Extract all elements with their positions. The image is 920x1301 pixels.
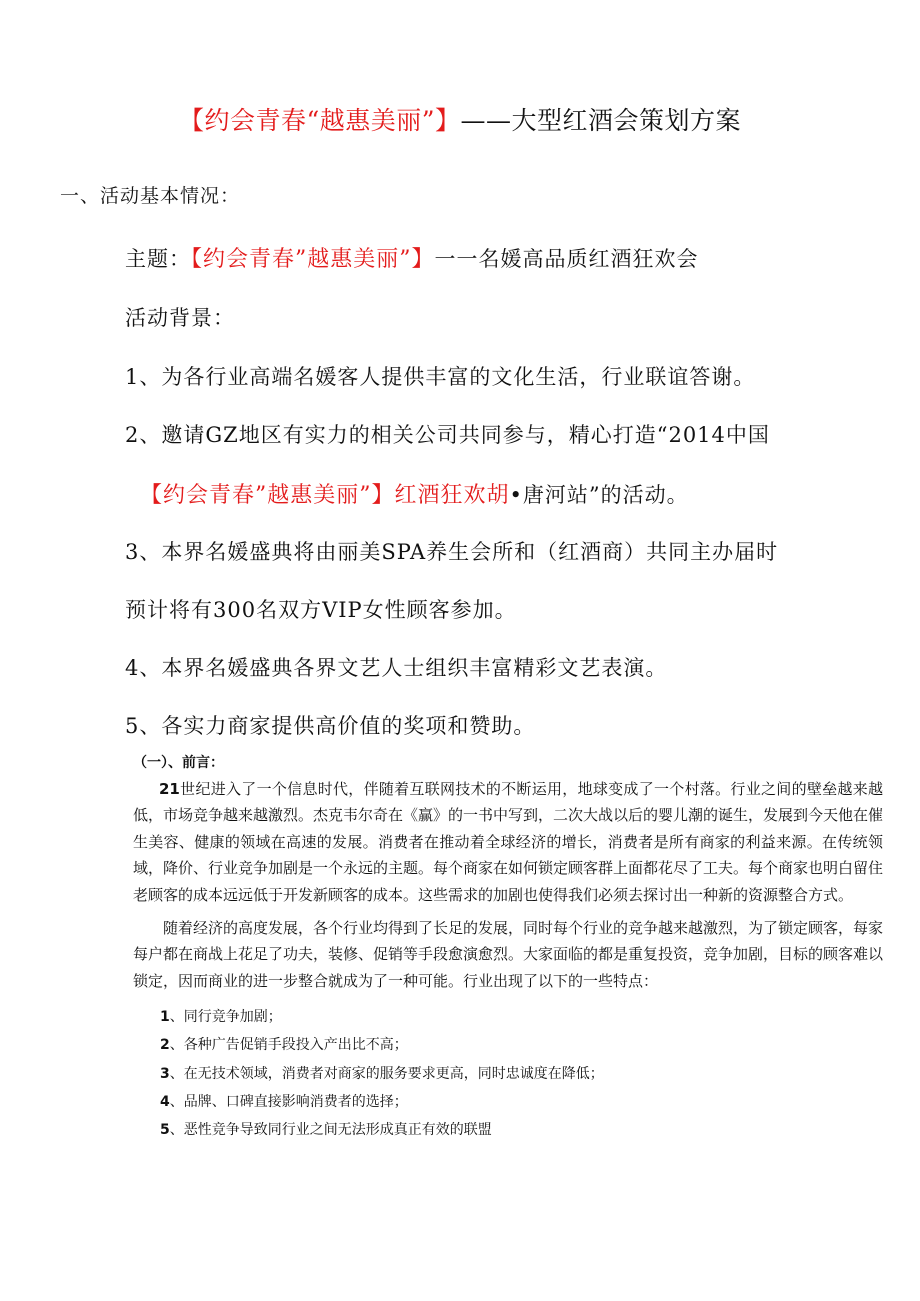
preface-heading: （一）、前言： <box>133 755 224 771</box>
background-item-2-continued <box>140 478 689 509</box>
title-red-part: 【约会青春“越惠美丽”】 <box>178 106 461 135</box>
list-item <box>160 1003 604 1031</box>
background-label: 活动背景： <box>125 306 235 330</box>
list-item <box>160 1088 604 1116</box>
list-item-number: 1 <box>160 1009 170 1025</box>
list-item <box>160 1116 604 1144</box>
theme-red-part: 【约会青春”越惠美丽”】 <box>191 247 435 272</box>
theme-label: 主题： <box>125 247 191 271</box>
list-item-number: 3 <box>160 1065 170 1082</box>
list-item <box>160 1060 604 1088</box>
paragraph-1-text: 世纪进入了一个信息时代，伴随着互联网技术的不断运用，地球变成了一个村落。行业之间的壁垒越来越低，市场竞争越来越激烈。杰克韦尔奇在《赢》的一书中写到，二次大战以后的婴儿潮的诞生，发展到今天他在催生美容、健康的领域在高速的发展。消费者在推动着全球经济的增长，消费者是所有商家的利益来源。在传统领域，降价、行业竞争加剧是一个永远的主题。每个商家在如何锁定顾客群上面都花尽了工夫。每个商家也明白留住老顾客的成本远远低于开发新顾客的成本。这些需求的加剧也使得我们必须去探讨出一种新的资源整合方式。 <box>133 780 884 904</box>
list-item-text: 、同行竞争加剧； <box>169 1009 282 1025</box>
list-item <box>160 1031 604 1059</box>
item2-red-part: 【约会青春”越惠美丽”】红酒狂欢胡 <box>140 483 510 508</box>
background-item-5: 5、各实力商家提供高价值的奖项和赞助。 <box>125 714 536 738</box>
section-heading: 一、活动基本情况： <box>60 185 241 207</box>
list-item-text: 、恶性竞争导致同行业之间无法形成真正有效的联盟 <box>169 1122 492 1139</box>
paragraph-lead-number: 21 <box>159 780 180 798</box>
background-item-2: 2、邀请GZ地区有实力的相关公司共同参与，精心打造“2014中国 <box>125 423 770 447</box>
list-item-text: 、在无技术领域，消费者对商家的服务要求更高，同时忠诚度在降低； <box>169 1065 604 1082</box>
preface-paragraph-1 <box>133 776 883 908</box>
background-item-3: 3、本界名媛盛典将由丽美SPA养生会所和（红酒商）共同主办届时 <box>125 540 779 564</box>
features-list <box>160 1003 604 1144</box>
list-item-number: 2 <box>160 1037 170 1054</box>
background-item-3-continued: 预计将有300名双方VIP女性顾客参加。 <box>125 598 517 622</box>
list-item-number: 4 <box>160 1093 170 1110</box>
preface-paragraph-2: 随着经济的高度发展，各个行业均得到了长足的发展，同时每个行业的竞争越来越激烈，为了锁定顾客，每家每户都在商战上花足了功夫，装修、促销等手段愈演愈烈。大家面临的都是重复投资，竞争加剧，目标的顾客难以锁定，因而商业的进一步整合就成为了一种可能。行业出现了以下的一些特点： <box>133 919 884 990</box>
list-item-text: 、各种广告促销手段投入产出比不高； <box>169 1037 408 1054</box>
title-black-part: ——大型红酒会策划方案 <box>460 106 742 135</box>
list-item-text: 、品牌、口碑直接影响消费者的选择； <box>169 1093 408 1110</box>
theme-line <box>125 242 699 273</box>
theme-black-part: 一一名媛高品质红酒狂欢会 <box>434 247 699 271</box>
list-item-number: 5 <box>160 1122 170 1139</box>
page-title <box>0 101 920 137</box>
item2-black-part: •唐河站”的活动。 <box>509 483 689 507</box>
background-item-1: 1、为各行业高端名媛客人提供丰富的文化生活，行业联谊答谢。 <box>125 365 756 389</box>
background-item-4: 4、本界名媛盛典各界文艺人士组织丰富精彩文艺表演。 <box>125 656 668 680</box>
